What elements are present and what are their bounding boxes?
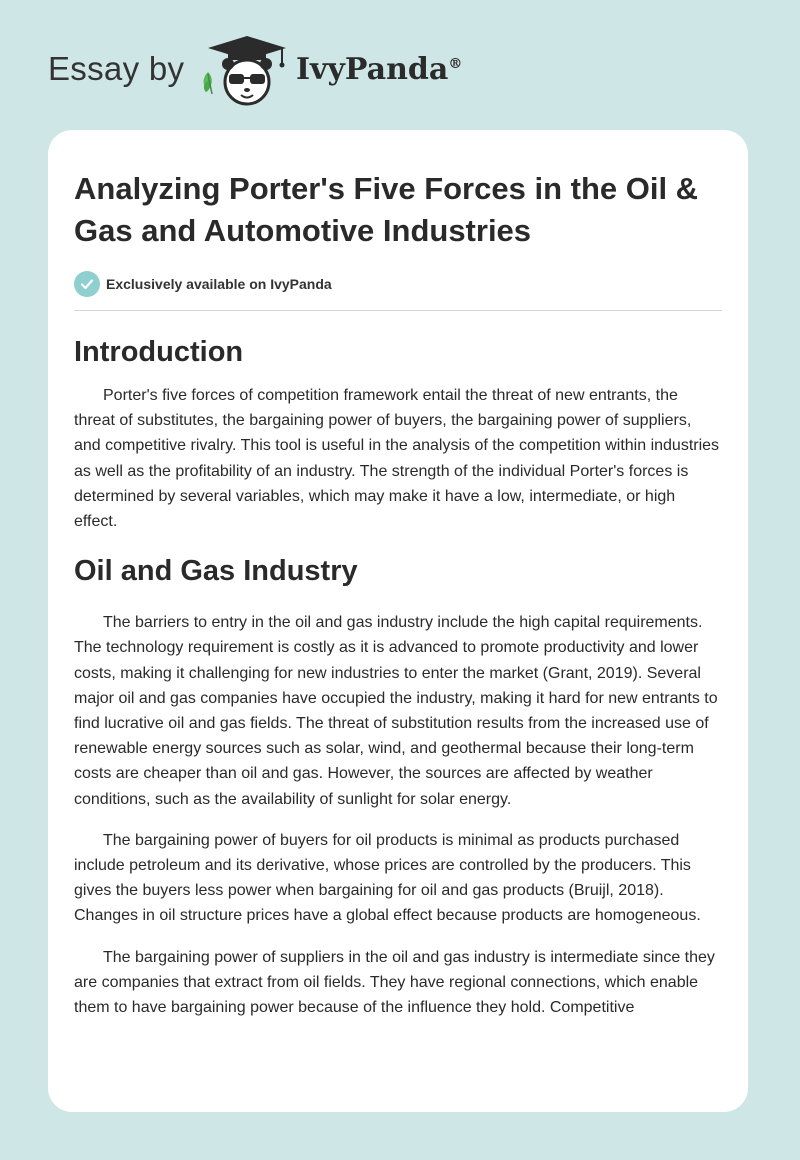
site-header xyxy=(0,0,800,130)
oil-gas-paragraph-buyers: The bargaining power of buyers for oil products is minimal as products purchased include petroleum and its derivative, whose prices are controlled by the producers. This gives the buyers less power when bargaining for oil and gas products (Bruijl, 2018). Changes in oil structure prices have a global effect because products are homogeneous. xyxy=(74,831,701,925)
exclusive-badge xyxy=(74,270,722,298)
check-icon xyxy=(74,271,100,297)
section-heading-introduction: Introduction xyxy=(74,336,244,368)
brand-name[interactable] xyxy=(296,52,462,87)
brand-name-text: IvyPanda xyxy=(296,52,449,87)
divider xyxy=(74,310,722,311)
article-title: Analyzing Porter's Five Forces in the Oil & Gas and Automotive Industries xyxy=(74,171,699,248)
article-card xyxy=(48,130,748,1112)
registered-mark: ® xyxy=(448,56,463,72)
oil-gas-paragraph-suppliers: The bargaining power of suppliers in the oil and gas industry is intermediate since they are companies that extract from oil fields. They have regional connections, which enable them to have bargaining power because of the influence they hold. Competitive xyxy=(74,948,715,1017)
essay-by-label: Essay by xyxy=(48,50,185,87)
panda-logo-icon xyxy=(198,30,296,110)
badge-text: Exclusively available on IvyPanda xyxy=(106,276,332,292)
section-heading-oil-and-gas: Oil and Gas Industry xyxy=(74,555,358,588)
oil-gas-paragraph-barriers: The barriers to entry in the oil and gas industry include the high capital requirements. The technology requirement is costly as it is advanced to promote productivity and lower costs, making it challenging for new industries to enter the market (Grant, 2019). Several major oil and gas companies have occupied the industry, making it hard for new entrants to find lucrative oil and gas fields. The threat of substitution results from the increased use of renewable energy sources such as solar, wind, and geothermal because their long-term costs are cheaper than oil and gas. However, the sources are affected by weather conditions, such as the availability of sunlight for solar energy. xyxy=(74,614,718,808)
intro-paragraph: Porter's five forces of competition framework entail the threat of new entrants, the threat of substitutes, the bargaining power of buyers, the bargaining power of suppliers, and competitive rivalry. This tool is useful in the analysis of the competition within industries as well as the profitability of an industry. The strength of the individual Porter's forces is determined by several variables, which may make it have a low, intermediate, or high effect. xyxy=(74,387,720,531)
